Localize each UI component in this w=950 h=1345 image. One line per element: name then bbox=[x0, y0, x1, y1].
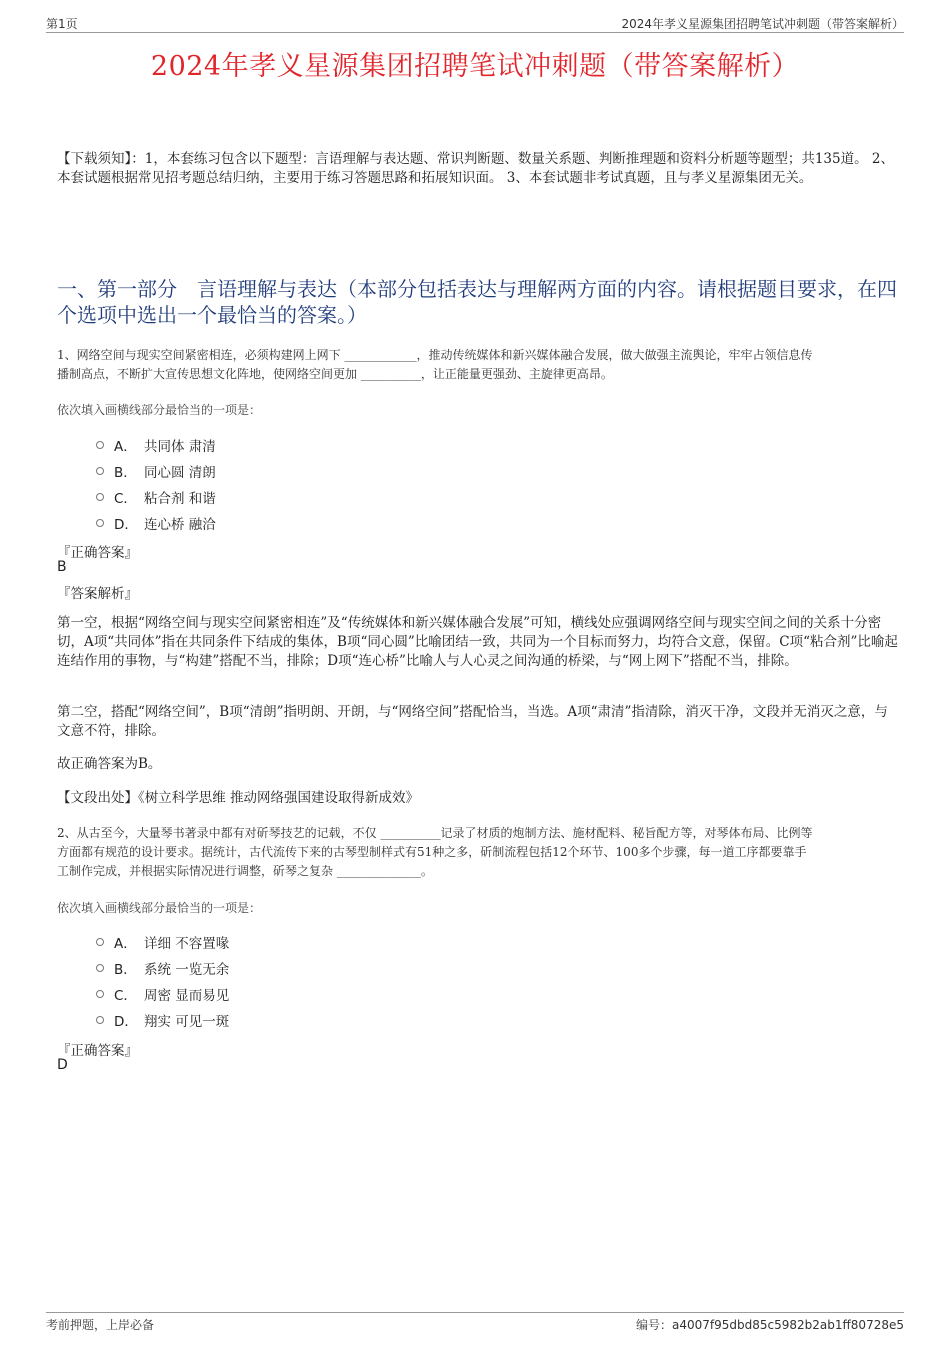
option-text: 系统 一览无余 bbox=[144, 962, 230, 978]
option-letter: B． bbox=[114, 962, 137, 978]
analysis-paragraph-2: 第二空，搭配“网络空间”，B项“清朗”指明朗、开朗，与“网络空间”搭配恰当，当选。A项“肃清”指清除，消灭干净，文段并无消灭之意，与文意不符，排除。 bbox=[57, 704, 888, 739]
footer-slogan: 考前押题，上岸必备 bbox=[46, 1318, 155, 1332]
option-letter: C． bbox=[114, 491, 137, 507]
option-c[interactable] bbox=[96, 484, 216, 510]
question-1-instruction: 依次填入画横线部分最恰当的一项是： bbox=[57, 403, 262, 417]
analysis-paragraph-1: 第一空，根据“网络空间与现实空间紧密相连”及“传统媒体和新兴媒体融合发展”可知，横线处应强调网络空间与现实空间之间的关系十分密切，A项“共同体”指在共同条件下结成的集体，B项“同心圆”比喻团结一致，共同为一个目标而努力，均符合文意，保留。C项“粘合剂”比喻起连结作用的事物，与“构建”搭配不当，排除；D项“连心桥”比喻人与人心灵之间沟通的桥梁，与“网上网下”搭配不当，排除。 bbox=[57, 615, 898, 669]
option-letter: C． bbox=[114, 988, 137, 1004]
radio-icon[interactable] bbox=[96, 467, 104, 475]
option-text: 周密 显而易见 bbox=[144, 988, 230, 1004]
question-2-options bbox=[96, 929, 229, 1033]
question-2-text bbox=[57, 824, 900, 881]
question-2-line-3: 工制作完成，并根据实际情况进行调整，斫琴之复杂 ______________。 bbox=[57, 864, 433, 878]
option-c[interactable] bbox=[96, 981, 229, 1007]
answer-analysis-label: 『答案解析』 bbox=[57, 586, 138, 602]
radio-icon[interactable] bbox=[96, 493, 104, 501]
option-letter: D． bbox=[114, 517, 138, 533]
radio-icon[interactable] bbox=[96, 519, 104, 527]
option-text: 详细 不容置喙 bbox=[144, 936, 230, 952]
source-citation: 【文段出处】《树立科学思维 推动网络强国建设取得新成效》 bbox=[57, 790, 420, 806]
page-header bbox=[46, 14, 904, 33]
question-2-line-2: 方面都有规范的设计要求。据统计，古代流传下来的古琴型制样式有51种之多，斫制流程包括12个环节、100多个步骤，每一道工序都要靠手 bbox=[57, 845, 807, 859]
header-doc-title: 2024年孝义星源集团招聘笔试冲刺题（带答案解析） bbox=[621, 17, 904, 31]
radio-icon[interactable] bbox=[96, 964, 104, 972]
page-footer bbox=[46, 1312, 904, 1333]
option-text: 连心桥 融洽 bbox=[144, 517, 216, 533]
correct-answer-label: 『正确答案』 bbox=[57, 545, 138, 561]
option-a[interactable] bbox=[96, 432, 216, 458]
option-text: 同心圆 清朗 bbox=[144, 465, 216, 481]
option-letter: D． bbox=[114, 1014, 138, 1030]
option-letter: A． bbox=[114, 936, 137, 952]
question-1-text bbox=[57, 346, 900, 384]
question-1-line-2: 播制高点，不断扩大宣传思想文化阵地，使网络空间更加 __________，让正能量更强劲、主旋律更高昂。 bbox=[57, 367, 613, 381]
radio-icon[interactable] bbox=[96, 938, 104, 946]
analysis-conclusion: 故正确答案为B。 bbox=[57, 756, 162, 772]
question-2-line-1: 2、从古至今，大量琴书著录中都有对斫琴技艺的记载，不仅 __________记录了材质的炮制方法、施材配料、秘旨配方等，对琴体布局、比例等 bbox=[57, 826, 813, 840]
question-1-line-1: 1、网络空间与现实空间紧密相连，必须构建网上网下 ____________，推动传统媒体和新兴媒体融合发展，做大做强主流舆论，牢牢占领信息传 bbox=[57, 348, 813, 362]
question-2-instruction: 依次填入画横线部分最恰当的一项是： bbox=[57, 901, 262, 915]
radio-icon[interactable] bbox=[96, 990, 104, 998]
option-d[interactable] bbox=[96, 1007, 229, 1033]
question-1-options bbox=[96, 432, 216, 536]
option-text: 翔实 可见一斑 bbox=[144, 1014, 230, 1030]
option-text: 粘合剂 和谐 bbox=[144, 491, 216, 507]
section-heading: 一、第一部分 言语理解与表达（本部分包括表达与理解两方面的内容。请根据题目要求，在四个选项中选出一个最恰当的答案。） bbox=[57, 277, 897, 327]
document-title: 2024年孝义星源集团招聘笔试冲刺题（带答案解析） bbox=[150, 51, 800, 82]
page-number: 第1页 bbox=[46, 17, 78, 31]
option-a[interactable] bbox=[96, 929, 229, 955]
option-letter: A． bbox=[114, 439, 137, 455]
option-b[interactable] bbox=[96, 955, 229, 981]
option-d[interactable] bbox=[96, 510, 216, 536]
radio-icon[interactable] bbox=[96, 441, 104, 449]
correct-answer-label: 『正确答案』 bbox=[57, 1043, 138, 1059]
correct-answer-value: D bbox=[57, 1057, 68, 1073]
option-b[interactable] bbox=[96, 458, 216, 484]
option-text: 共同体 肃清 bbox=[144, 439, 216, 455]
download-notice: 【下载须知】：1，本套练习包含以下题型：言语理解与表达题、常识判断题、数量关系题、判断推理题和资料分析题等题型；共135道。 2、本套试题根据常见招考题总结归纳，主要用于练习答题思路和拓展知识面。 3、本套试题非考试真题，且与孝义星源集团无关。 bbox=[57, 151, 894, 186]
correct-answer-value: B bbox=[57, 559, 67, 575]
radio-icon[interactable] bbox=[96, 1016, 104, 1024]
option-letter: B． bbox=[114, 465, 137, 481]
footer-serial-number: 编号：a4007f95dbd85c5982b2ab1ff80728e5 bbox=[636, 1318, 904, 1332]
